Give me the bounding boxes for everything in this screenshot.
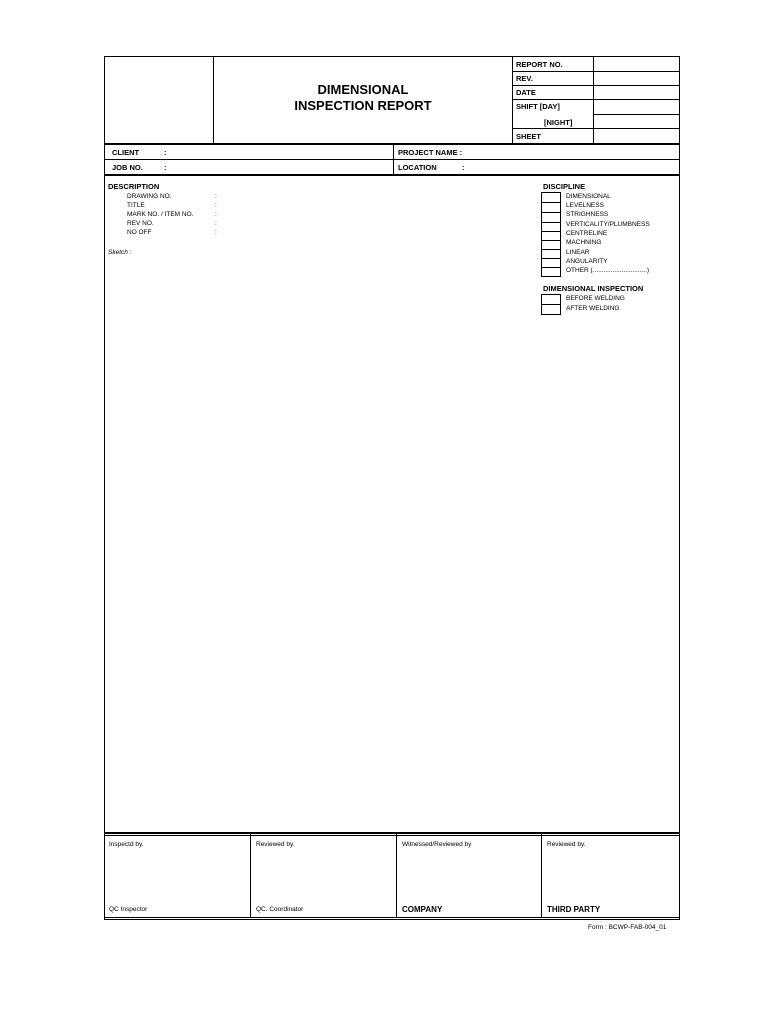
sheet-label: SHEET — [516, 132, 542, 141]
discipline-item: MACHNING — [566, 239, 602, 246]
description-heading: DESCRIPTION — [108, 182, 160, 191]
job-row-bottom — [104, 174, 680, 176]
signature-divider — [250, 834, 251, 918]
third-party-label: THIRD PARTY — [547, 905, 601, 914]
client-label: CLIENT — [112, 148, 140, 157]
shift-night-label: [NIGHT] — [544, 118, 573, 127]
title-line-2: INSPECTION REPORT — [294, 98, 432, 113]
client-project-divider — [393, 144, 394, 175]
rev-label: REV. — [516, 74, 533, 83]
reviewed-by-label-1: Reviewed by. — [256, 841, 295, 848]
sketch-label: Sketch : — [108, 249, 132, 256]
client-colon: : — [164, 148, 167, 157]
discipline-item: VERTICALITY/PLUMBNESS — [566, 221, 650, 228]
form-code: Form : BCWP-FAB-004_01 — [588, 924, 667, 931]
date-label: DATE — [516, 88, 536, 97]
discipline-checkbox[interactable] — [541, 267, 561, 277]
witnessed-reviewed-label: Witnessed/Reviewed by — [402, 841, 472, 848]
title-line-1: DIMENSIONAL — [317, 82, 409, 97]
report-row-line — [512, 71, 680, 72]
company-label: COMPANY — [402, 905, 443, 914]
dimensional-inspection-heading: DIMENSIONAL INSPECTION — [543, 284, 644, 293]
location-colon: : — [462, 163, 465, 172]
discipline-item: STRIGHNESS — [566, 211, 609, 218]
desc-colon: : — [215, 211, 217, 218]
desc-no-off: NO OFF — [127, 229, 152, 236]
location-label: LOCATION — [398, 163, 437, 172]
report-value-divider — [593, 56, 594, 144]
inspected-by-label: Inspectd by. — [109, 841, 144, 848]
report-no-label: REPORT NO. — [516, 60, 563, 69]
discipline-heading: DISCIPLINE — [543, 182, 586, 191]
report-row-line — [593, 114, 680, 115]
job-no-label: JOB NO. — [112, 163, 143, 172]
client-row-bottom — [104, 159, 680, 160]
project-name-label: PROJECT NAME : — [398, 148, 463, 157]
discipline-item: ANGULARITY — [566, 258, 608, 265]
desc-title: TITLE — [127, 202, 145, 209]
header-divider-right — [512, 56, 513, 144]
report-row-line — [512, 99, 680, 100]
reviewed-by-label-2: Reviewed by. — [547, 841, 586, 848]
desc-colon: : — [215, 220, 217, 227]
before-welding-label: BEFORE WELDING — [566, 295, 625, 302]
signature-divider — [396, 834, 397, 918]
desc-colon: : — [215, 193, 217, 200]
qc-inspector-label: QC Inspector — [109, 906, 148, 913]
discipline-item: DIMENSIONAL — [566, 193, 611, 200]
discipline-item: CENTRELINE — [566, 230, 608, 237]
after-welding-label: AFTER WELDING — [566, 305, 620, 312]
signature-top-line — [104, 832, 680, 834]
signature-bottom-inner — [104, 917, 680, 918]
job-colon: : — [164, 163, 167, 172]
dimensional-inspection-checkbox[interactable] — [541, 304, 561, 315]
desc-drawing-no: DRAWING NO. — [127, 193, 172, 200]
discipline-item: LINEAR — [566, 249, 590, 256]
signature-divider — [541, 834, 542, 918]
discipline-item: OTHER (..............................) — [566, 267, 650, 274]
report-title — [214, 82, 512, 114]
report-row-line — [512, 85, 680, 86]
form-border — [104, 56, 680, 920]
discipline-item: LEVELNESS — [566, 202, 604, 209]
desc-colon: : — [215, 202, 217, 209]
signature-inner-top-line — [104, 835, 680, 836]
desc-colon: : — [215, 229, 217, 236]
report-row-line — [512, 128, 680, 129]
desc-mark-no: MARK NO. / ITEM NO. — [127, 211, 194, 218]
qc-coordinator-label: QC. Coordinator — [256, 906, 304, 913]
shift-day-label: SHIFT [DAY] — [516, 102, 560, 111]
desc-rev-no: REV NO. — [127, 220, 154, 227]
